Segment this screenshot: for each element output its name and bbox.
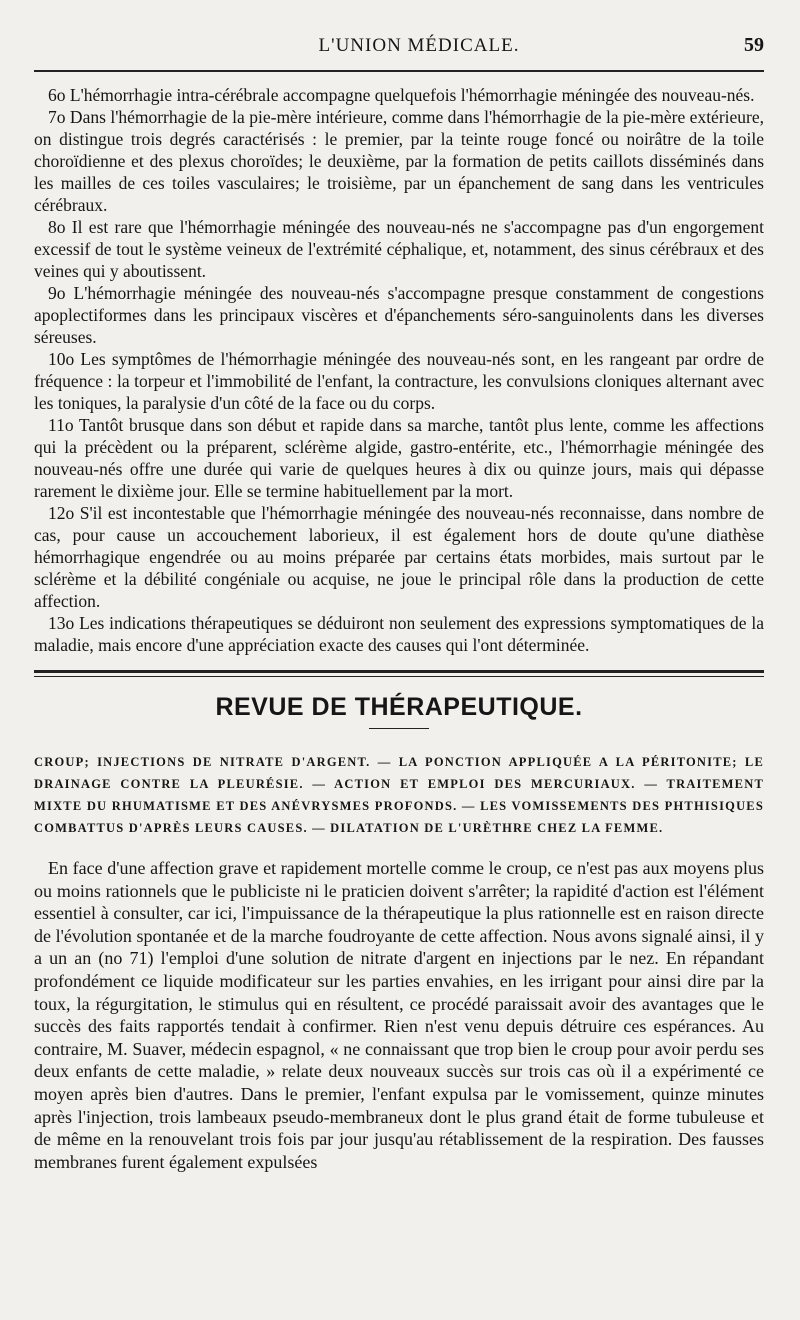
section-divider-thick: [34, 670, 764, 673]
conclusion-13: 13o Les indications thérapeutiques se déduiront non seulement des expressions symptomatiques de la maladie, mais encore d'une appréciation exacte des causes qui l'ont déterminée.: [34, 613, 764, 655]
running-head: [34, 34, 764, 62]
page-number: 59: [744, 34, 764, 56]
conclusion-6: 6o L'hémorrhagie intra-cérébrale accompagne quelquefois l'hémorrhagie méningée des nouveau-nés.: [48, 85, 755, 105]
body-paragraph: En face d'une affection grave et rapidement mortelle comme le croup, ce n'est pas aux moyens plus ou moins rationnels que le publiciste ni le praticien doivent s'arrêter; la rapidité d'action est l'élément essentiel à consulter, car ici, l'impuissance de la thérapeutique la plus rationnelle est en raison directe de l'évolution spontanée et de la marche foudroyante de cette affection. Nous avons signalé ainsi, il y a un an (no 71) l'emploi d'une solution de nitrate d'argent en injections par le nez. En répandant profondément ce liquide modificateur sur les parties envahies, en les irrigant pour ainsi dire par la toux, la régurgitation, le stimulus qui en résultent, ce procédé paraissait avoir des avantages que le succès des faits rapportés tendait à confirmer. Rien n'est venu depuis détruire ces espérances. Au contraire, M. Suaver, médecin espagnol, « ne connaissant que trop bien le croup pour avoir perdu ses deux enfants de cette maladie, » relate deux nouveaux succès sur trois cas où il a expérimenté ce moyen après bien d'autres. Dans le premier, l'enfant expulsa par le vomissement, quinze minutes après l'injection, trois lambeaux pseudo-membraneux dont le plus grand était de forme tubuleuse et de même en la renouvelant trois fois par jour jusqu'au rétablissement de la respiration. Des fausses membranes furent également expulsées: [34, 858, 764, 1172]
conclusions-list: [34, 84, 764, 656]
section-title: REVUE DE THÉRAPEUTIQUE.: [215, 693, 583, 721]
conclusion-12: 12o S'il est incontestable que l'hémorrhagie méningée des nouveau-nés reconnaisse, dans nombre de cas, pour cause un accouchement laborieux, il est également hors de doute qu'une diathèse hémorrhagique engendrée ou au moins préparée par certains états morbides, mais surtout par le sclérème et la débilité congéniale ou acquise, ne joue le principal rôle dans la production de cette affection.: [34, 503, 764, 611]
conclusion-8: 8o Il est rare que l'hémorrhagie méningée des nouveau-nés ne s'accompagne pas d'un engorgement excessif de tout le système veineux de l'extrémité céphalique, et, notamment, des sinus cérébraux et des veines qui y aboutissent.: [34, 217, 764, 281]
title-underline: [369, 728, 429, 729]
header-rule: [34, 70, 764, 72]
conclusion-9: 9o L'hémorrhagie méningée des nouveau-nés s'accompagne presque constamment de congestions apoplectiformes dans les principaux viscères et d'épanchements séro-sanguinolents dans les diverses séreuses.: [34, 283, 764, 347]
section-topics: CROUP; INJECTIONS DE NITRATE D'ARGENT. — LA PONCTION APPLIQUÉE A LA PÉRITONITE; LE DRAINAGE CONTRE LA PLEURÉSIE. — ACTION ET EMPLOI DES MERCURIAUX. — TRAITEMENT MIXTE DU RHUMATISME ET DES ANÉVRYSMES PROFONDS. — LES VOMISSEMENTS DES PHTHISIQUES COMBATTUS D'APRÈS LEURS CAUSES. — DILATATION DE L'URÈTHRE CHEZ LA FEMME.: [34, 755, 764, 835]
conclusion-10: 10o Les symptômes de l'hémorrhagie méningée des nouveau-nés sont, en les rangeant par ordre de fréquence : la torpeur et l'immobilité de l'enfant, la contracture, les convulsions cloniques alternant avec les toniques, la paralysie d'un côté de la face ou du corps.: [34, 349, 764, 413]
conclusion-7: 7o Dans l'hémorrhagie de la pie-mère intérieure, comme dans l'hémorrhagie de la pie-mère extérieure, on distingue trois degrés caractérisés : le premier, par la teinte rouge foncé ou noirâtre de la toile choroïdienne et des plexus choroïdes; le deuxième, par la formation de petits caillots disséminés dans les mailles de ces toiles vasculaires; le troisième, par un épanchement de sang dans les ventricules cérébraux.: [34, 107, 764, 215]
section-divider-thin: [34, 676, 764, 677]
conclusion-11: 11o Tantôt brusque dans son début et rapide dans sa marche, tantôt plus lente, comme les affections qui la précèdent ou la préparent, sclérème algide, gastro-entérite, etc., l'hémorrhagie méningée des nouveau-nés offre une durée qui varie de quelques heures à dix ou quinze jours, mais qui dépasse rarement le dixième jour. Elle se termine habituellement par la mort.: [34, 415, 764, 501]
section-body: [34, 857, 764, 1173]
running-title: L'UNION MÉDICALE.: [318, 35, 520, 56]
